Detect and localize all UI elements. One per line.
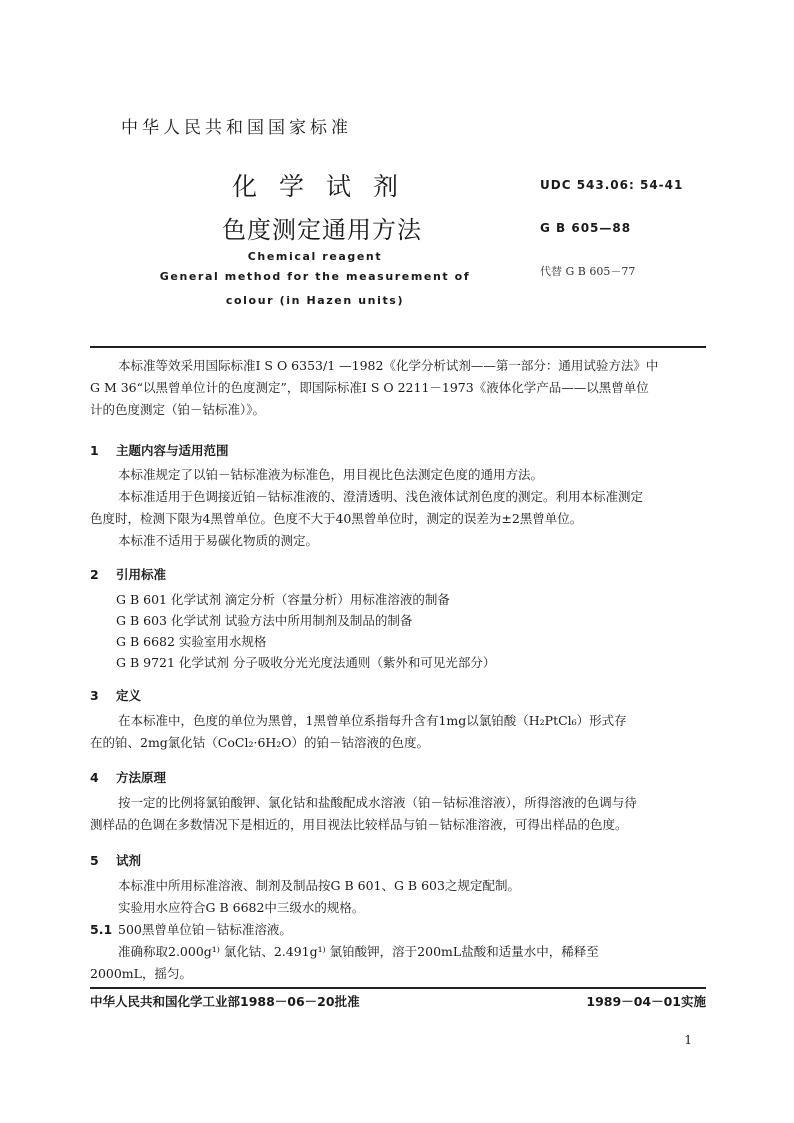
section-number: 5 <box>90 853 99 868</box>
section-title: 定义 <box>116 688 142 703</box>
paragraph: 在本标准中，色度的单位为黑曾，1黑曾单位系指每升含有1mg以氯铂酸（H₂PtCl₆）形式存 <box>118 713 627 728</box>
section-number: 2 <box>90 567 99 582</box>
paragraph: 本标准规定了以铂－钴标准液为标准色，用目视比色法测定色度的通用方法。 <box>118 467 544 482</box>
approval-date: 中华人民共和国化学工业部1988－06－20批准 <box>90 994 360 1009</box>
paragraph: 测样品的色调在多数情况下是相近的，用目视法比较样品与铂－钴标准溶液，可得出样品的色度。 <box>90 817 628 832</box>
title-en-line3: colour (in Hazen units) <box>225 294 405 307</box>
reference-item: G B 603 化学试剂 试验方法中所用制剂及制品的制备 <box>116 613 413 628</box>
paragraph: 本标准适用于色调接近铂－钴标准液的、澄清透明、浅色液体试剂色度的测定。利用本标准测定 <box>118 489 644 504</box>
page-number: 1 <box>684 1033 692 1047</box>
section-1-heading <box>90 441 229 459</box>
replaces-standard: 代替 G B 605－77 <box>540 265 636 278</box>
paragraph: 本标准中所用标准溶液、制剂及制品按G B 601、G B 603之规定配制。 <box>118 878 520 893</box>
section-title: 试剂 <box>116 853 142 868</box>
section-number: 4 <box>90 770 99 785</box>
top-rule <box>90 346 706 348</box>
intro-paragraph <box>90 355 706 421</box>
intro-line: 本标准等效采用国际标准I S O 6353/1 —1982《化学分析试剂——第一部分：通用试验方法》中 <box>118 358 659 373</box>
implementation-date: 1989－04－01实施 <box>586 994 706 1009</box>
section-4-heading <box>90 768 166 786</box>
subsection-title: 500黑曾单位铂－钴标准溶液。 <box>118 922 292 937</box>
intro-line: 计的色度测定（铂－钴标准）》。 <box>90 402 266 417</box>
reference-item: G B 601 化学试剂 滴定分析（容量分析）用标准溶液的制备 <box>116 592 450 607</box>
section-title: 引用标准 <box>116 567 167 582</box>
section-5-1-body <box>90 941 706 985</box>
gb-number: G B 605—88 <box>540 221 632 235</box>
section-3-body <box>90 710 706 754</box>
subsection-number: 5.1 <box>90 922 113 937</box>
paragraph: 准确称取2.000g¹⁾ 氯化钴、2.491g¹⁾ 氯铂酸钾，溶于200mL盐酸和适量水中，稀释至 <box>118 944 599 959</box>
paragraph: 在的铂、2mg氯化钴（CoCl₂·6H₂O）的铂－钴溶液的色度。 <box>90 735 430 750</box>
paragraph: 本标准不适用于易碳化物质的测定。 <box>118 533 319 548</box>
section-2-heading <box>90 565 166 583</box>
section-5-heading <box>90 851 141 869</box>
section-number: 1 <box>90 443 99 458</box>
section-5-1-heading <box>90 919 706 941</box>
bottom-rule <box>90 987 706 989</box>
paragraph: 色度时，检测下限为4黑曾单位。色度不大于40黑曾单位时，测定的误差为±2黑曾单位。 <box>90 511 583 526</box>
reference-item: G B 6682 实验室用水规格 <box>116 634 267 649</box>
paragraph: 按一定的比例将氯铂酸钾、氯化钴和盐酸配成水溶液（铂－钴标准溶液），所得溶液的色调与待 <box>118 795 637 810</box>
section-number: 3 <box>90 688 99 703</box>
section-3-heading <box>90 686 141 704</box>
title-en-line1: Chemical reagent <box>247 250 383 263</box>
section-5-body <box>90 875 706 919</box>
section-1-body <box>90 464 706 552</box>
intro-line: G M 36“以黑曾单位计的色度测定”，即国际标准I S O 2211－1973《液体化学产品——以黑曾单位 <box>90 380 649 395</box>
document-title-cn: 化学试剂 <box>232 172 421 201</box>
paragraph: 实验用水应符合G B 6682中三级水的规格。 <box>118 900 365 915</box>
document-subtitle-cn: 色度测定通用方法 <box>222 216 422 244</box>
section-title: 主题内容与适用范围 <box>116 443 229 458</box>
paragraph: 2000mL，摇匀。 <box>90 966 192 981</box>
section-4-body <box>90 792 706 836</box>
reference-item: G B 9721 化学试剂 分子吸收分光光度法通则（紫外和可见光部分） <box>116 655 496 670</box>
national-standard-label: 中华人民共和国国家标准 <box>121 118 352 138</box>
title-en-line2: General method for the measurement of <box>159 270 471 283</box>
section-title: 方法原理 <box>116 770 167 785</box>
udc-code: UDC 543.06: 54-41 <box>540 178 684 192</box>
